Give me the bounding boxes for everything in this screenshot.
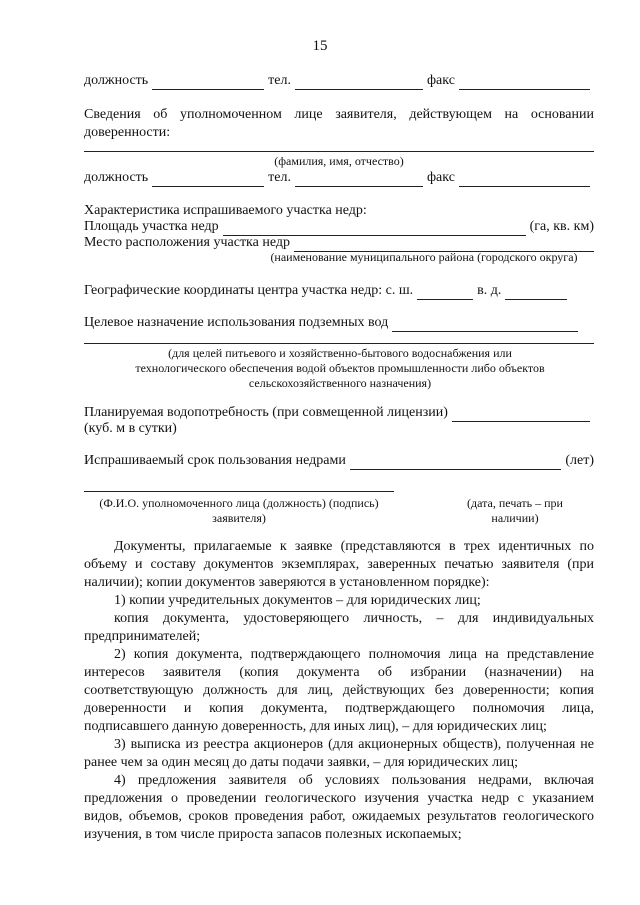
fax-label: факс — [426, 73, 455, 88]
fax-blank[interactable] — [459, 76, 590, 90]
water-need-label: Планируемая водопотребность (при совмещенной лицензии) — [84, 405, 448, 420]
area-label: Площадь участка недр — [84, 219, 219, 234]
term-row — [84, 452, 594, 470]
fio-blank[interactable] — [84, 151, 594, 152]
list-item: 3) выписка из реестра акционеров (для акционерных обществ), полученная не ранее чем за один месяц до даты подачи заявки, – для юридических лиц; — [84, 737, 594, 770]
location-hint: (наименование муниципального района (городского округа) — [270, 250, 578, 264]
longitude-label: в. д. — [477, 283, 502, 298]
list-item: 1) копии учредительных документов – для юридических лиц; — [114, 593, 481, 608]
coordinates-row — [84, 282, 594, 300]
position-blank[interactable] — [152, 76, 264, 90]
term-label: Испрашиваемый срок пользования недрами — [84, 453, 346, 468]
area-unit: (га, кв. км) — [529, 219, 594, 234]
water-need-unit: (куб. м в сутки) — [84, 421, 177, 436]
phone-label: тел. — [268, 170, 291, 185]
fio-hint: (фамилия, имя, отчество) — [274, 154, 404, 168]
phone-blank[interactable] — [295, 173, 423, 187]
contact-row-1 — [84, 72, 594, 90]
longitude-blank[interactable] — [505, 286, 567, 300]
contact-row-2 — [84, 169, 594, 187]
term-unit: (лет) — [565, 453, 594, 468]
date-seal-hint: (дата, печать – при наличии) — [467, 496, 563, 525]
signature-hint: (Ф.И.О. уполномоченного лица (должность) (подпись) заявителя) — [99, 496, 379, 525]
coordinates-label: Географические координаты центра участка недр: с. ш. — [84, 283, 414, 298]
phone-blank[interactable] — [295, 76, 423, 90]
fax-blank[interactable] — [459, 173, 590, 187]
purpose-row — [84, 314, 594, 332]
position-label: должность — [84, 170, 149, 185]
attached-documents-list — [84, 538, 594, 844]
position-blank[interactable] — [152, 173, 264, 187]
list-item: 4) предложения заявителя об условиях пользования недрами, включая предложения о проведении геологического изучения участка недр с указанием видов, объемов, сроков проведения работ, ожидаемых результатов геологического изучения, в том числе прироста запасов полезных ископаемых; — [84, 773, 594, 842]
position-label: должность — [84, 73, 149, 88]
purpose-blank-2[interactable] — [84, 343, 594, 344]
purpose-hint: (для целей питьевого и хозяйственно-бытового водоснабжения или технологического обеспечения водой объектов промышленности либо объектов сельскохозяйственного назначения) — [135, 346, 545, 390]
page-number: 15 — [312, 38, 328, 54]
fax-label: факс — [426, 170, 455, 185]
authorized-person-text: Сведения об уполномоченном лице заявителя, действующем на основании доверенности: — [84, 107, 594, 140]
location-label: Место расположения участка недр — [84, 235, 291, 250]
term-blank[interactable] — [350, 456, 562, 470]
characteristics-heading: Характеристика испрашиваемого участка недр: — [84, 203, 367, 218]
list-item: копия документа, удостоверяющего личность, – для индивидуальных предпринимателей; — [84, 611, 594, 644]
purpose-blank[interactable] — [392, 318, 578, 332]
documents-intro: Документы, прилагаемые к заявке (представляются в трех идентичных по объему и составу документов экземплярах, заверенных печатью заявителя (при наличии); копии документов заверяются в установленном порядке): — [84, 539, 594, 590]
latitude-blank[interactable] — [417, 286, 473, 300]
list-item: 2) копия документа, подтверждающего полномочия лица на представление интересов заявителя (копия документа об избрании (назначении) на соответствующую должность для лиц, действующих без доверенности; копия доверенности и копия документа, подтверждающего полномочия лица, подписавшего данную доверенность, для иных лиц), – для юридических лиц; — [84, 647, 594, 734]
purpose-label: Целевое назначение использования подземных вод — [84, 315, 389, 330]
signature-blank[interactable] — [84, 491, 394, 492]
phone-label: тел. — [268, 73, 291, 88]
